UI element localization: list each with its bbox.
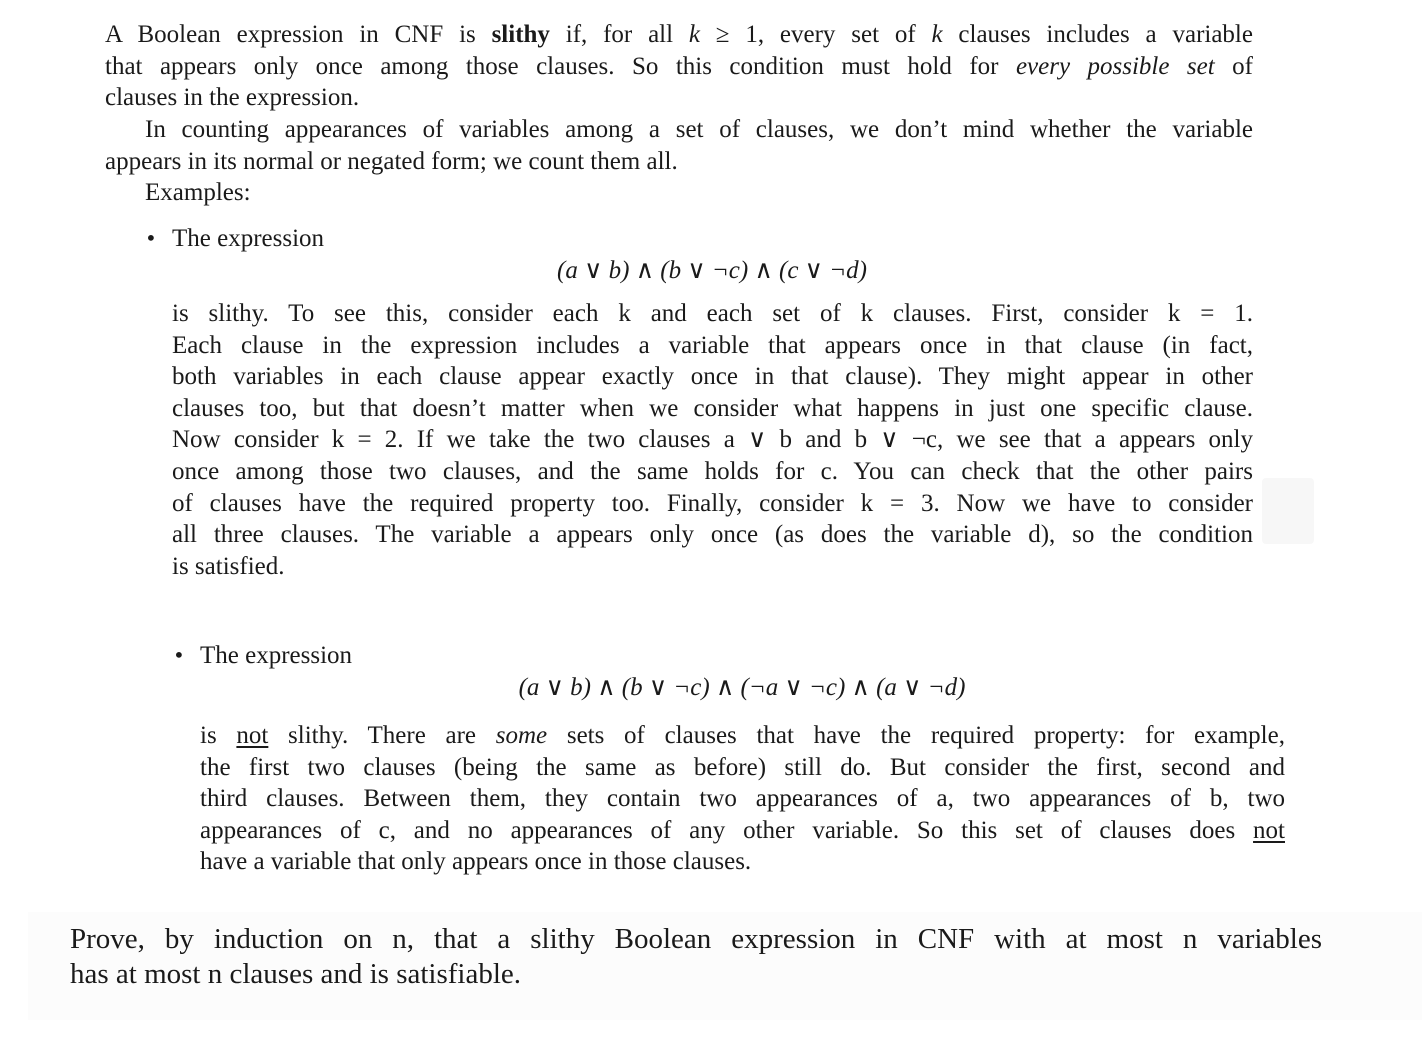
term-slithy: slithy: [491, 21, 550, 48]
counting-line-1: In counting appearances of variables among a set of clauses, we don’t mind whether the variable: [145, 116, 1253, 143]
scan-smudge: [1262, 478, 1314, 544]
ex1-line: of clauses have the required property too. Finally, consider k = 3. Now we have to consider: [172, 489, 1253, 517]
task-line-2: has at most n clauses and is satisfiable.: [70, 958, 522, 990]
ex1-line: is satisfied.: [172, 552, 285, 580]
task-statement: [70, 922, 1322, 992]
example1-formula: (a ∨ b) ∧ (b ∨ ¬c) ∧ (c ∨ ¬d): [557, 257, 867, 284]
ex2-line-3: third clauses. Between them, they contain two appearances of a, two appearances of b, two: [200, 785, 1285, 813]
example2-formula: (a ∨ b) ∧ (b ∨ ¬c) ∧ (¬a ∨ ¬c) ∧ (a ∨ ¬d): [518, 674, 966, 701]
bullet-2: •: [173, 643, 185, 667]
example2-explanation: [200, 720, 1285, 878]
text: of: [1214, 52, 1253, 80]
ex1-line: both variables in each clause appear exactly once in that clause). They might appear in other: [172, 363, 1253, 391]
counting-paragraph: [105, 114, 1253, 177]
ex1-line: all three clauses. The variable a appears only once (as does the variable d), so the condition: [172, 521, 1253, 549]
text: ≥ 1, every set of: [699, 21, 932, 48]
ex2-line-4: [200, 815, 1285, 847]
ex2-line-2: the first two clauses (being the same as before) still do. But consider the first, second and: [200, 753, 1285, 781]
definition-line-3: clauses in the expression.: [105, 84, 360, 112]
ex1-line: Now consider k = 2. If we take the two clauses a ∨ b and b ∨ ¬c, we see that a appears only: [172, 426, 1253, 454]
example1-explanation: [172, 298, 1253, 582]
text: if, for all: [549, 21, 689, 48]
example2-lead: The expression: [200, 642, 353, 669]
underlined-not: not: [236, 722, 269, 749]
task-line-1: Prove, by induction on n, that a slithy Boolean expression in CNF with at most n variables: [70, 923, 1322, 955]
text: slithy. There are: [268, 722, 496, 749]
ex1-line: clauses too, but that doesn’t matter when we consider what happens in just one specific clause.: [172, 394, 1253, 422]
text: is: [200, 722, 237, 749]
underlined-not: not: [1253, 816, 1285, 844]
counting-line-2: appears in its normal or negated form; we count them all.: [105, 147, 678, 175]
emph-every-possible-set: every possible set: [1015, 52, 1215, 80]
emph-some: some: [495, 722, 548, 749]
var-k: k: [688, 21, 700, 48]
ex2-line-5: have a variable that only appears once in those clauses.: [200, 848, 752, 876]
example1-lead: The expression: [172, 225, 325, 252]
definition-line-1: [105, 19, 1253, 51]
text: clauses includes a variable: [942, 21, 1253, 48]
ex1-line: is slithy. To see this, consider each k and each set of k clauses. First, consider k = 1.: [172, 300, 1253, 327]
text: sets of clauses that have the required property: for example,: [547, 722, 1285, 749]
examples-label: Examples:: [145, 179, 251, 206]
text: appearances of c, and no appearances of any other variable. So this set of clauses does: [200, 816, 1254, 844]
definition-line-2: [105, 51, 1253, 83]
definition-paragraph: [105, 19, 1253, 114]
text: A Boolean expression in CNF is: [105, 21, 492, 48]
ex1-line: Each clause in the expression includes a variable that appears once in that clause (in fact,: [172, 331, 1253, 359]
text: that appears only once among those clauses. So this condition must hold for: [105, 52, 1016, 80]
var-k: k: [931, 21, 943, 48]
bullet-1: •: [145, 226, 157, 250]
ex2-line-1: [200, 720, 1285, 752]
ex1-line: once among those two clauses, and the same holds for c. You can check that the other pairs: [172, 457, 1253, 485]
